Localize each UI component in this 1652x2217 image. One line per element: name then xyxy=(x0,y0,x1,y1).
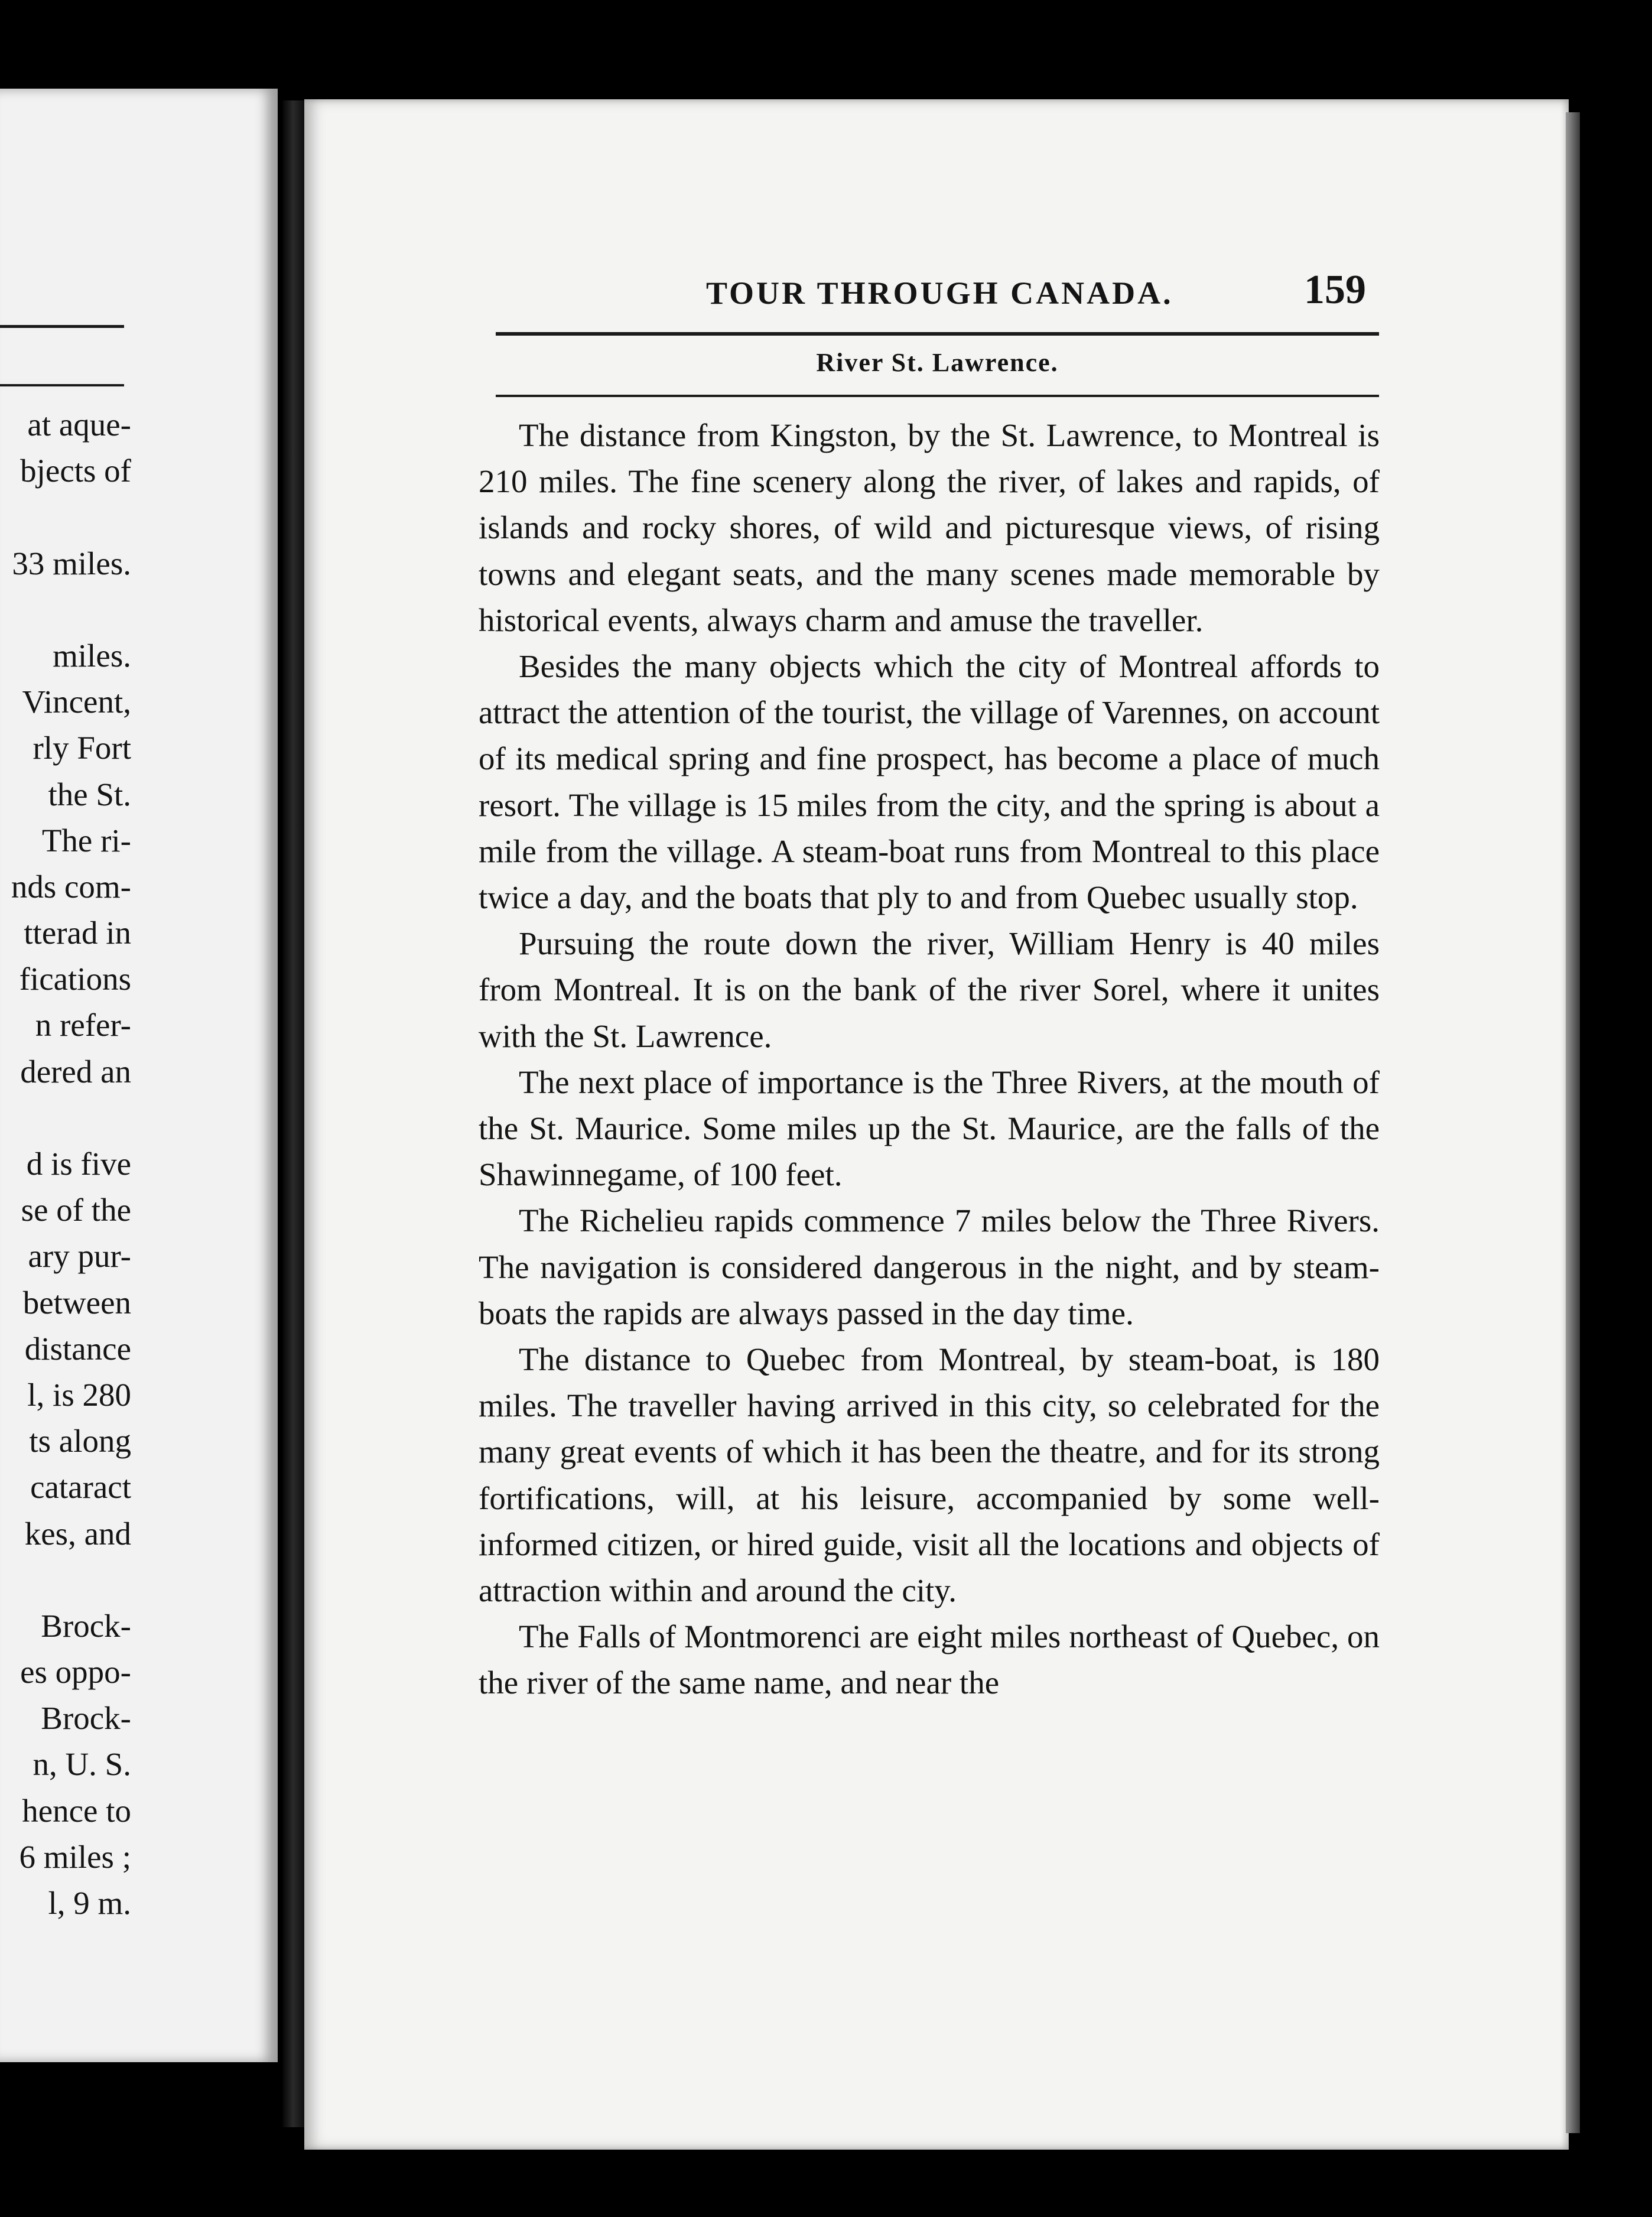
left-line: se of the xyxy=(21,1192,131,1228)
page-edge xyxy=(1566,112,1580,2133)
left-line: n refer- xyxy=(35,1007,131,1044)
paragraph: The Richelieu rapids commence 7 miles below the Three Rivers. The navigation is considered dangerous in the night, and by steam-boats the rapids are always passed in the day time. xyxy=(479,1202,1380,1331)
left-line: hence to xyxy=(22,1792,131,1829)
header-rule xyxy=(496,332,1379,336)
paragraph: The distance to Quebec from Montreal, by steam-boat, is 180 miles. The traveller having arrived in this city, so celebrated for the many great events of which it has been the theatre, and for its strong fortifications, will, at his leisure, accompanied by some well-informed citizen, or hired guide, visit all the locations and objects of attraction within and around the city. xyxy=(479,1341,1380,1609)
left-line: n, U. S. xyxy=(32,1746,131,1783)
running-title: TOUR THROUGH CANADA. xyxy=(706,275,1173,311)
left-line: Brock- xyxy=(41,1607,131,1644)
paragraph: Besides the many objects which the city of Montreal affords to attract the attention of the tourist, the village of Varennes, on account of its medical spring and fine prospect, has become a place of much resort. The village is 15 miles from the city, and the spring is about a mile from the village. A steam-boat runs from Montreal to this place twice a day, and the boats that ply to and from Quebec usually stop. xyxy=(479,648,1380,916)
left-page-fragment xyxy=(0,89,278,2062)
left-line: distance xyxy=(24,1330,131,1367)
left-line: d is five xyxy=(26,1146,131,1182)
paragraph: The distance from Kingston, by the St. Lawrence, to Montreal is 210 miles. The fine scenery along the river, of lakes and rapids, of islands and rocky shores, of wild and picturesque views, of rising towns and elegant seats, and the many scenes made memorable by historical events, always charm and amuse the traveller. xyxy=(479,417,1380,638)
page-number: 159 xyxy=(1304,267,1366,313)
left-line: dered an xyxy=(20,1053,131,1090)
left-line: tterad in xyxy=(24,915,131,951)
left-line: the St. xyxy=(48,776,131,812)
left-line: l, 9 m. xyxy=(48,1885,131,1921)
left-page-rule xyxy=(0,325,124,328)
left-line: between xyxy=(22,1284,131,1321)
left-line: ary pur- xyxy=(28,1238,131,1275)
header-rule xyxy=(496,395,1379,397)
body-text xyxy=(479,412,1380,1706)
paragraph: Pursuing the route down the river, William Henry is 40 miles from Montreal. It is on the bank of the river Sorel, where it unites with the St. Lawrence. xyxy=(479,925,1380,1054)
left-line: kes, and xyxy=(24,1515,131,1552)
section-heading: River St. Lawrence. xyxy=(816,348,1059,377)
left-line: miles. xyxy=(53,637,131,674)
left-line xyxy=(0,1557,131,1603)
left-line: ts along xyxy=(29,1423,131,1459)
left-line: The ri- xyxy=(41,822,131,859)
paragraph: The next place of importance is the Three Rivers, at the mouth of the St. Maurice. Some miles up the St. Maurice, are the falls of the Shawinnegame, of 100 feet. xyxy=(479,1064,1380,1193)
left-line: l, is 280 xyxy=(27,1376,131,1413)
left-line: nds com- xyxy=(11,868,131,905)
paragraph: The Falls of Montmorenci are eight miles northeast of Quebec, on the river of the same name, and near the xyxy=(479,1618,1380,1701)
book-page xyxy=(304,99,1569,2150)
left-line xyxy=(0,587,131,633)
left-line: at aque- xyxy=(27,407,131,443)
left-page-text xyxy=(0,402,131,1926)
left-line: 33 miles. xyxy=(12,545,131,581)
left-line xyxy=(0,494,131,540)
left-line xyxy=(0,1095,131,1141)
left-page-rule xyxy=(0,384,124,386)
left-line: rly Fort xyxy=(32,730,131,766)
left-line: Vincent, xyxy=(22,684,131,720)
left-line: 6 miles ; xyxy=(19,1838,131,1875)
left-line: fications xyxy=(19,961,131,997)
left-line: bjects of xyxy=(20,453,131,489)
left-line: cataract xyxy=(30,1469,131,1506)
left-line: es oppo- xyxy=(20,1654,131,1691)
book-gutter xyxy=(282,100,306,2127)
left-line: Brock- xyxy=(41,1700,131,1737)
